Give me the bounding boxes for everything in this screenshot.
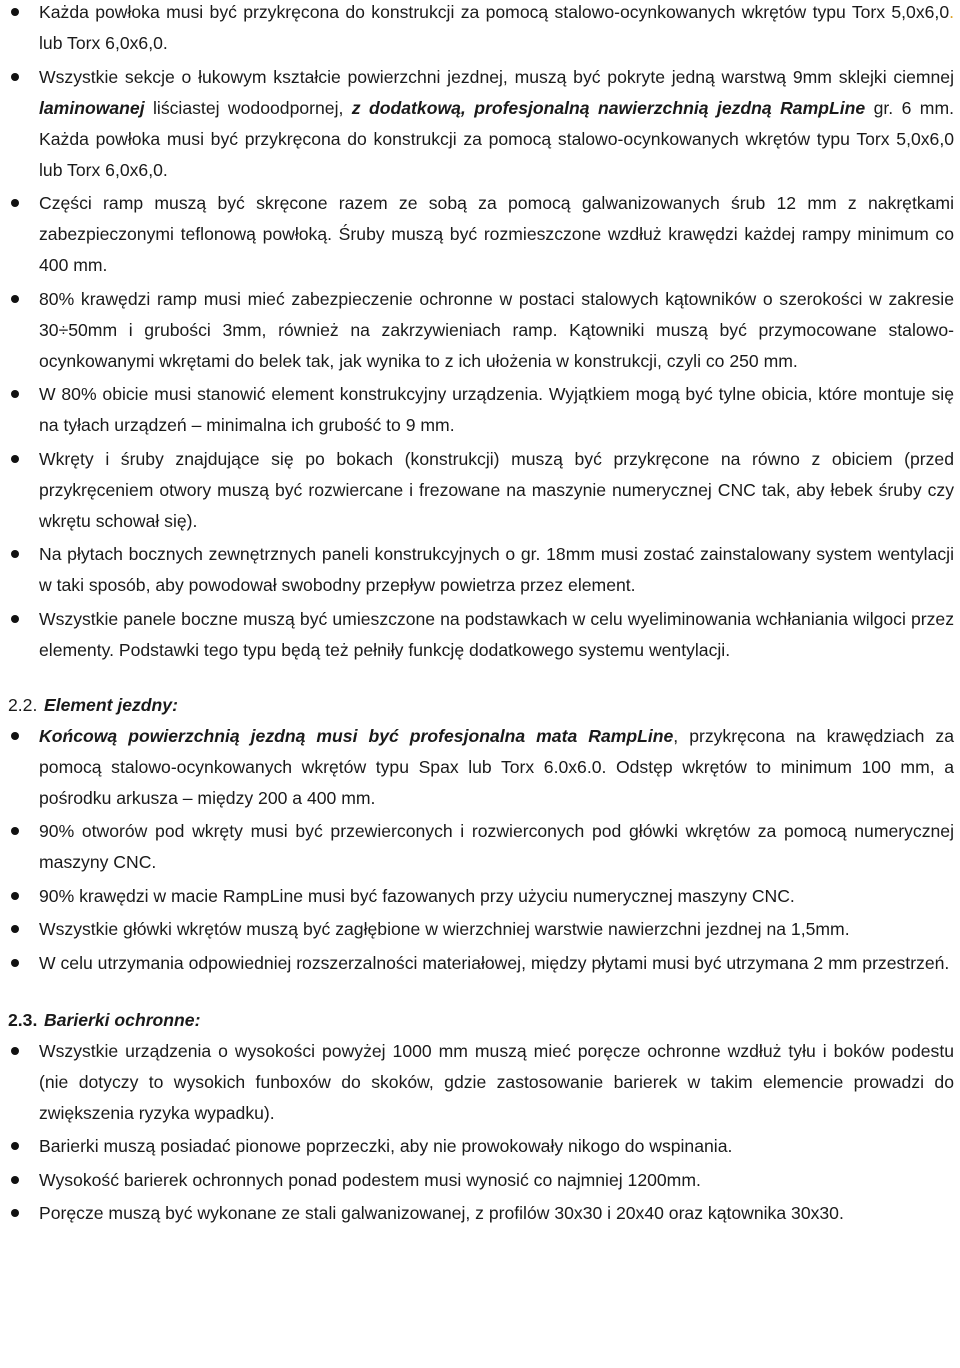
- list-item: Wszystkie sekcje o łukowym kształcie powierzchni jezdnej, muszą być pokryte jedną warstwą 9mm sklejki ciemnej laminowanej liściastej wodoodpornej, z dodatkową, profesjonalną nawierzchnią jezdną RampLine gr. 6 mm. Każda powłoka musi być przykręcona do konstrukcji za pomocą stalowo-ocynkowanych wkrętów typu Torx 5,0x6,0 lub Torx 6,0x6,0.: [8, 62, 954, 186]
- section-number: 2.2.: [8, 694, 38, 715]
- list-item: Barierki muszą posiadać pionowe poprzeczki, aby nie prowokowały nikogo do wspinania.: [8, 1131, 954, 1162]
- list-item: W celu utrzymania odpowiedniej rozszerzalności materiałowej, między płytami musi być utrzymana 2 mm przestrzeń.: [8, 948, 954, 979]
- list-item: W 80% obicie musi stanowić element konstrukcyjny urządzenia. Wyjątkiem mogą być tylne obicia, które montuje się na tyłach urządzeń – minimalna ich grubość to 9 mm.: [8, 379, 954, 441]
- list-item: Wszystkie główki wkrętów muszą być zagłębione w wierzchniej warstwie nawierzchni jezdnej na 1,5mm.: [8, 914, 954, 945]
- list-item: Na płytach bocznych zewnętrznych paneli konstrukcyjnych o gr. 18mm musi zostać zainstalowany system wentylacji w taki sposób, aby powodował swobodny przepływ powietrza przez element.: [8, 539, 954, 601]
- list-item: Części ramp muszą być skręcone razem ze sobą za pomocą galwanizowanych śrub 12 mm z nakrętkami zabezpieczonymi teflonową powłoką. Śruby muszą być rozmieszczone wzdłuż krawędzi każdej rampy minimum co 400 mm.: [8, 188, 954, 281]
- list-item: Końcową powierzchnią jezdną musi być profesjonalna mata RampLine, przykręcona na krawędziach za pomocą stalowo-ocynkowanych wkrętów typu Spax lub Torx 6.0x6.0. Odstęp wkrętów to minimum 100 mm, a pośrodku arkusza – między 200 a 400 mm.: [8, 721, 954, 814]
- list-item: Wysokość barierek ochronnych ponad podestem musi wynosić co najmniej 1200mm.: [8, 1165, 954, 1196]
- list-item: Każda powłoka musi być przykręcona do konstrukcji za pomocą stalowo-ocynkowanych wkrętów typu Torx 5,0x6,0. lub Torx 6,0x6,0.: [8, 0, 954, 59]
- list-item: Wkręty i śruby znajdujące się po bokach (konstrukcji) muszą być przykręcone na równo z obiciem (przed przykręceniem otwory muszą być rozwiercane i frezowane na maszynie numerycznej CNC tak, aby łebek śruby czy wkrętu schował się).: [8, 444, 954, 537]
- section-heading-barierki-ochronne: [8, 1005, 954, 1036]
- section22-list: [8, 721, 954, 979]
- list-item: Poręcze muszą być wykonane ze stali galwanizowanej, z profilów 30x30 i 20x40 oraz kątownika 30x30.: [8, 1198, 954, 1229]
- section-title: Element jezdny:: [44, 694, 178, 715]
- list-item: 80% krawędzi ramp musi mieć zabezpieczenie ochronne w postaci stalowych kątowników o szerokości w zakresie 30÷50mm i grubości 3mm, również na zakrzywieniach ramp. Kątowniki muszą być przymocowane stalowo-ocynkowanymi wkrętami do belek tak, jak wynika to z ich ułożenia w konstrukcji, czyli co 250 mm.: [8, 284, 954, 377]
- section-title: Barierki ochronne:: [44, 1009, 201, 1030]
- section23-list: [8, 1036, 954, 1230]
- section1-list: [8, 0, 954, 666]
- list-item: Wszystkie panele boczne muszą być umieszczone na podstawkach w celu wyeliminowania wchłaniania wilgoci przez elementy. Podstawki tego typu będą też pełniły funkcję dodatkowego systemu wentylacji.: [8, 604, 954, 666]
- section-heading-element-jezdny: [8, 690, 954, 721]
- section-number: 2.3.: [8, 1009, 38, 1030]
- list-item: Wszystkie urządzenia o wysokości powyżej 1000 mm muszą mieć poręcze ochronne wzdłuż tyłu i boków podestu (nie dotyczy to wysokich funboxów do skoków, gdzie zastosowanie barierek w takim elemencie prowadzi do zwiększenia ryzyka wypadku).: [8, 1036, 954, 1129]
- list-item: 90% krawędzi w macie RampLine musi być fazowanych przy użyciu numerycznej maszyny CNC.: [8, 881, 954, 912]
- list-item: 90% otworów pod wkręty musi być przewierconych i rozwierconych pod główki wkrętów za pomocą numerycznej maszyny CNC.: [8, 816, 954, 878]
